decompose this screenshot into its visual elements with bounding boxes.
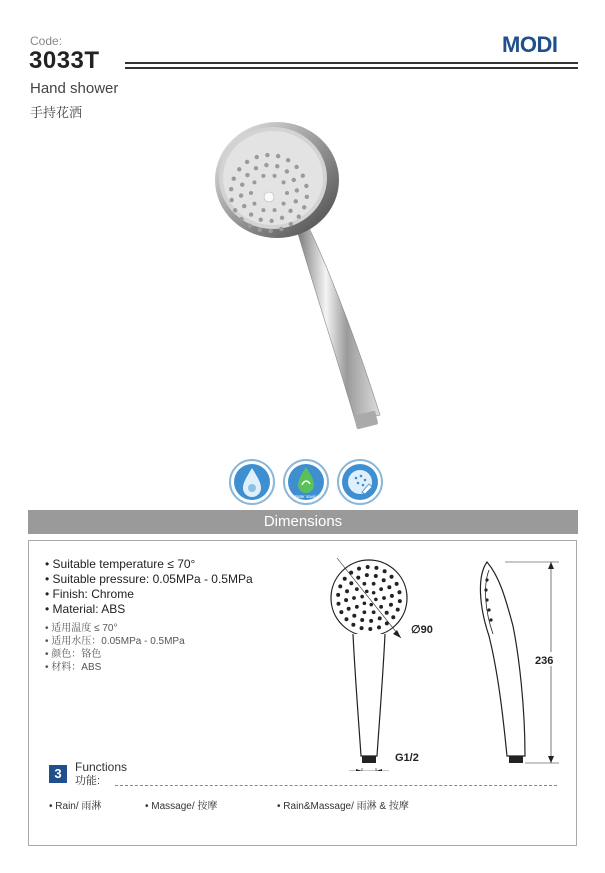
brand-logo: MODI [502,32,558,57]
spec-finish-cn: • 颜色：铬色 [45,649,102,660]
function-item: • Massage/ 按摩 [145,801,218,812]
spec-box [28,540,577,846]
spec-pressure-cn: • 适用水压：0.05MPa - 0.5MPa [45,636,185,647]
model-number: 3033T [29,47,100,74]
function-massage: Massage/ 按摩 [151,801,218,812]
function-item: • Rain/ 雨淋 [49,801,102,812]
function-rain: Rain/ 雨淋 [55,801,102,812]
product-name-en: Hand shower [30,80,119,97]
height-label: 236 [535,655,554,667]
diameter-label: ∅90 [411,624,433,636]
specs-cn-list [45,622,185,674]
water-drop-icon [228,458,276,506]
technical-drawing [329,556,569,771]
feature-icons [228,458,383,506]
spec-material-cn: • 材料：ABS [45,662,102,673]
thread-label: G1/2 [395,752,419,764]
code-label: Code: [30,34,63,48]
cleaning-icon [336,458,384,506]
product-name-cn: 手持花洒 [30,105,83,120]
product-image [205,115,405,440]
spec-temperature-cn: • 适用温度 ≤ 70° [45,623,118,634]
dimensions-header [28,510,578,534]
spec-pressure: • Suitable pressure: 0.05MPa - 0.5MPa [45,572,253,586]
functions-divider [115,785,557,786]
function-item: • Rain&Massage/ 雨淋 & 按摩 [277,801,409,812]
function-rain-massage: Rain&Massage/ 雨淋 & 按摩 [283,801,409,812]
functions-title-cn: 功能: [75,775,101,787]
spec-finish: • Finish: Chrome [45,587,134,601]
dimensions-title: Dimensions [263,513,343,530]
functions-count-badge: 3 [49,765,67,783]
spec-material: • Material: ABS [45,602,126,616]
functions-title-en: Functions [75,760,128,774]
water-saving-label: Water saving [292,494,320,499]
specs-en-list [45,557,253,617]
water-saving-icon [282,458,330,506]
header-rule [125,62,578,70]
spec-temperature: • Suitable temperature ≤ 70° [45,557,196,571]
